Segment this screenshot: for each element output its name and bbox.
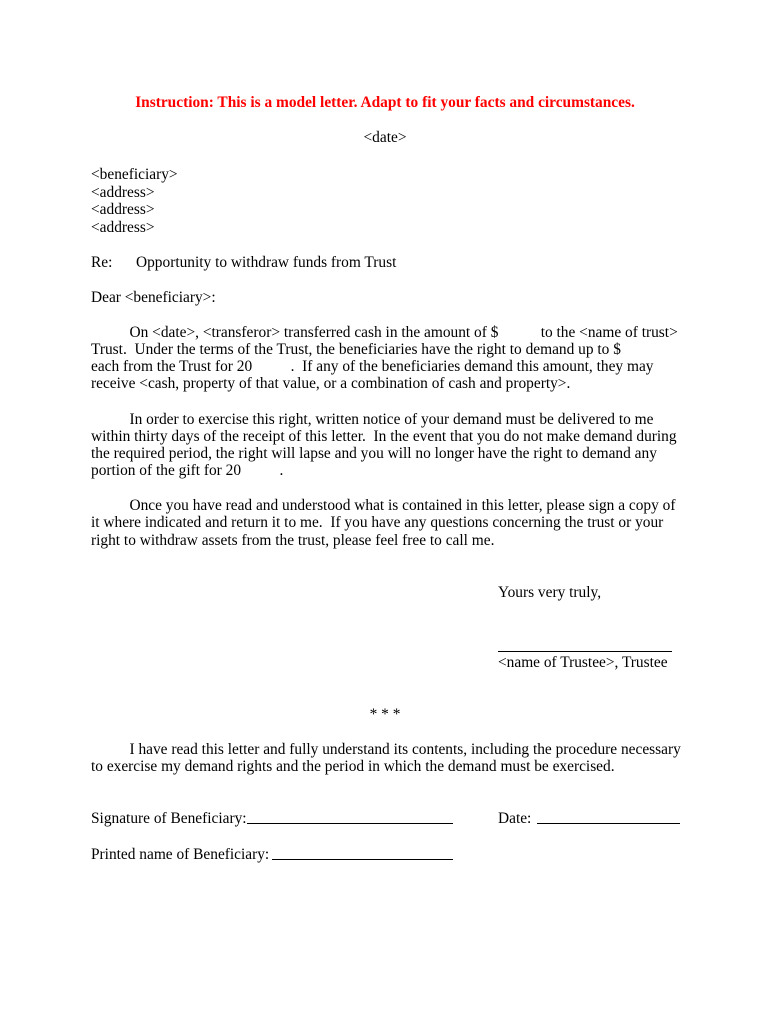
- letter-date: <date>: [363, 129, 407, 146]
- recipient-address-2: <address>: [91, 201, 155, 218]
- section-separator: * * *: [369, 706, 401, 723]
- paragraph1-line1: On <date>, <transferor> transferred cash in the amount of $ to the <name of trust>: [91, 324, 678, 341]
- paragraph1-line3: each from the Trust for 20 . If any of the beneficiaries demand this amount, they may: [91, 358, 654, 375]
- paragraph2-line3: the required period, the right will lapse and you will no longer have the right to demand any: [91, 445, 657, 462]
- paragraph3-line3: right to withdraw assets from the trust, please feel free to call me.: [91, 532, 495, 549]
- paragraph1-line4: receive <cash, property of that value, or a combination of cash and property>.: [91, 375, 571, 392]
- paragraph3-line2: it where indicated and return it to me. If you have any questions concerning the trust or your: [91, 514, 664, 531]
- trustee-signature-label: <name of Trustee>, Trustee: [498, 654, 668, 671]
- instruction-note: Instruction: This is a model letter. Adapt to fit your facts and circumstances.: [135, 94, 635, 111]
- acknowledgement-line1: I have read this letter and fully understand its contents, including the procedure necessary: [91, 741, 681, 758]
- closing: Yours very truly,: [498, 584, 602, 601]
- beneficiary-signature-label: Signature of Beneficiary:: [91, 810, 247, 827]
- paragraph1-line2: Trust. Under the terms of the Trust, the beneficiaries have the right to demand up to $: [91, 341, 621, 358]
- paragraph2-line4: portion of the gift for 20 .: [91, 462, 284, 479]
- re-label: Re:: [91, 254, 113, 271]
- acknowledgement-line2: to exercise my demand rights and the period in which the demand must be exercised.: [91, 758, 615, 775]
- paragraph3-line1: Once you have read and understood what is contained in this letter, please sign a copy of: [91, 497, 676, 514]
- printed-name-label: Printed name of Beneficiary:: [91, 846, 270, 863]
- recipient-beneficiary: <beneficiary>: [91, 166, 178, 183]
- printed-name-line[interactable]: [272, 859, 453, 860]
- paragraph2-line1: In order to exercise this right, written notice of your demand must be delivered to me: [91, 411, 654, 428]
- beneficiary-signature-line[interactable]: [247, 823, 453, 824]
- date-label: Date:: [498, 810, 532, 827]
- recipient-address-3: <address>: [91, 219, 155, 236]
- salutation: Dear <beneficiary>:: [91, 289, 216, 306]
- trustee-signature-line: [498, 651, 672, 652]
- recipient-address-1: <address>: [91, 184, 155, 201]
- paragraph2-line2: within thirty days of the receipt of this letter. In the event that you do not make demand during: [91, 428, 677, 445]
- date-signature-line[interactable]: [537, 823, 680, 824]
- re-subject: Opportunity to withdraw funds from Trust: [136, 254, 397, 271]
